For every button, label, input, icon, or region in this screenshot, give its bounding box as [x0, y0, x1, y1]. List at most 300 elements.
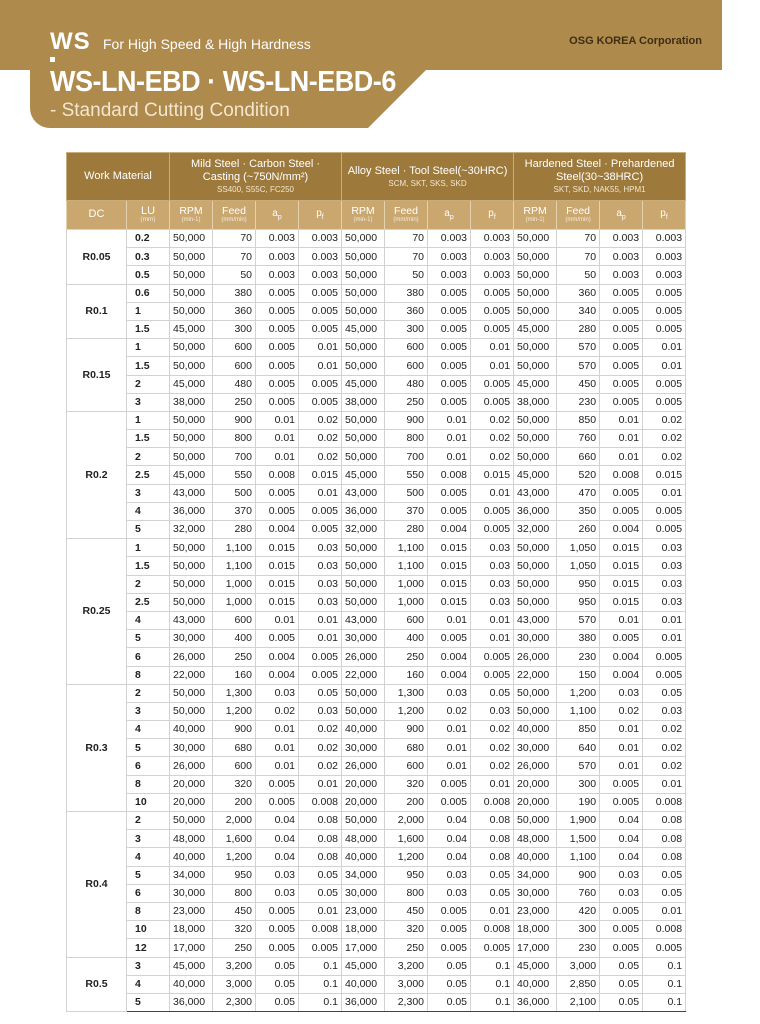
pf-subscript: f — [493, 213, 496, 221]
pf-cell: 0.005 — [643, 666, 686, 684]
rpm-cell: 50,000 — [342, 266, 385, 284]
pf-cell: 0.02 — [299, 448, 342, 466]
pf-cell: 0.02 — [471, 739, 514, 757]
feed-cell: 160 — [213, 666, 256, 684]
table-row — [67, 248, 686, 266]
table-row — [67, 611, 686, 629]
feed-cell: 570 — [557, 339, 600, 357]
pf-cell: 0.08 — [643, 848, 686, 866]
pf-cell: 0.03 — [643, 557, 686, 575]
ap-cell: 0.05 — [600, 975, 643, 993]
rpm-cell: 50,000 — [170, 357, 213, 375]
table-row — [67, 502, 686, 520]
feed-cell: 950 — [385, 866, 428, 884]
ap-cell: 0.004 — [600, 666, 643, 684]
feed-cell: 800 — [213, 884, 256, 902]
lu-cell: 5 — [127, 521, 170, 539]
feed-cell: 380 — [213, 284, 256, 302]
dc-cell: R0.05 — [67, 230, 127, 285]
rpm-cell: 50,000 — [342, 539, 385, 557]
ap-cell: 0.04 — [428, 812, 471, 830]
lu-cell: 0.2 — [127, 230, 170, 248]
pf-cell: 0.005 — [299, 302, 342, 320]
feed-cell: 250 — [385, 648, 428, 666]
rpm-cell: 32,000 — [342, 521, 385, 539]
pf-cell: 0.05 — [471, 866, 514, 884]
feed-cell: 370 — [385, 502, 428, 520]
feed-cell: 450 — [213, 902, 256, 920]
rpm-cell: 50,000 — [514, 339, 557, 357]
pf-cell: 0.003 — [643, 248, 686, 266]
ap-cell: 0.01 — [600, 448, 643, 466]
ap-cell: 0.015 — [256, 593, 299, 611]
feed-cell: 1,100 — [213, 557, 256, 575]
rpm-cell: 26,000 — [514, 648, 557, 666]
feed-cell: 280 — [385, 521, 428, 539]
feed-cell: 200 — [385, 793, 428, 811]
pf-cell: 0.008 — [643, 921, 686, 939]
pf-cell: 0.02 — [299, 721, 342, 739]
pf-cell: 0.01 — [471, 775, 514, 793]
ap-subscript: p — [449, 213, 454, 221]
feed-cell: 900 — [385, 721, 428, 739]
ap-cell: 0.005 — [428, 339, 471, 357]
pf-cell: 0.003 — [471, 248, 514, 266]
lu-cell: 1.5 — [127, 357, 170, 375]
pf-cell: 0.05 — [643, 884, 686, 902]
dc-column-header: DC — [67, 201, 127, 230]
lu-cell: 1 — [127, 302, 170, 320]
lu-cell: 1.5 — [127, 320, 170, 338]
pf-cell: 0.008 — [471, 793, 514, 811]
ap-cell: 0.03 — [428, 884, 471, 902]
ws-logo: WS — [50, 28, 91, 55]
ap-cell: 0.03 — [600, 684, 643, 702]
table-row — [67, 957, 686, 975]
pf-cell: 0.005 — [299, 320, 342, 338]
ap-cell: 0.05 — [256, 993, 299, 1011]
ap-cell: 0.05 — [428, 957, 471, 975]
rpm-cell: 40,000 — [170, 848, 213, 866]
ap-cell: 0.005 — [256, 320, 299, 338]
table-row — [67, 739, 686, 757]
ap-cell: 0.005 — [428, 302, 471, 320]
feed-column-header — [213, 201, 256, 230]
ap-cell: 0.01 — [428, 448, 471, 466]
ap-cell: 0.02 — [428, 702, 471, 720]
pf-cell: 0.05 — [299, 684, 342, 702]
rpm-cell: 43,000 — [342, 611, 385, 629]
feed-cell: 1,200 — [213, 702, 256, 720]
feed-cell: 190 — [557, 793, 600, 811]
rpm-cell: 50,000 — [170, 557, 213, 575]
material-group-header — [514, 153, 686, 201]
feed-cell: 500 — [385, 484, 428, 502]
feed-cell: 570 — [557, 757, 600, 775]
table-row — [67, 302, 686, 320]
rpm-cell: 36,000 — [170, 502, 213, 520]
table-row — [67, 575, 686, 593]
feed-cell: 320 — [385, 775, 428, 793]
ap-cell: 0.05 — [600, 957, 643, 975]
feed-cell: 250 — [213, 939, 256, 957]
material-group-header — [342, 153, 514, 201]
ap-cell: 0.008 — [600, 466, 643, 484]
pf-cell: 0.015 — [299, 466, 342, 484]
feed-cell: 1,000 — [385, 575, 428, 593]
table-row — [67, 284, 686, 302]
feed-cell: 340 — [557, 302, 600, 320]
rpm-cell: 45,000 — [342, 957, 385, 975]
feed-cell: 380 — [557, 630, 600, 648]
pf-cell: 0.005 — [471, 666, 514, 684]
pf-cell: 0.003 — [299, 266, 342, 284]
pf-cell: 0.02 — [643, 757, 686, 775]
pf-cell: 0.1 — [299, 993, 342, 1011]
rpm-cell: 50,000 — [342, 430, 385, 448]
rpm-cell: 32,000 — [514, 521, 557, 539]
pf-cell: 0.005 — [643, 939, 686, 957]
rpm-cell: 40,000 — [514, 721, 557, 739]
pf-cell: 0.003 — [299, 230, 342, 248]
feed-cell: 1,600 — [385, 830, 428, 848]
pf-cell: 0.02 — [643, 721, 686, 739]
ap-cell: 0.005 — [428, 320, 471, 338]
ap-cell: 0.005 — [600, 302, 643, 320]
table-row — [67, 902, 686, 920]
lu-cell: 3 — [127, 484, 170, 502]
rpm-cell: 34,000 — [170, 866, 213, 884]
feed-cell: 600 — [385, 339, 428, 357]
rpm-cell: 43,000 — [170, 611, 213, 629]
lu-cell: 1 — [127, 339, 170, 357]
pf-cell: 0.02 — [471, 411, 514, 429]
pf-cell: 0.01 — [643, 484, 686, 502]
rpm-cell: 34,000 — [514, 866, 557, 884]
pf-cell: 0.01 — [299, 357, 342, 375]
ap-cell: 0.015 — [428, 539, 471, 557]
lu-cell: 5 — [127, 630, 170, 648]
ap-cell: 0.015 — [600, 539, 643, 557]
rpm-cell: 40,000 — [514, 848, 557, 866]
lu-cell: 2 — [127, 448, 170, 466]
ap-cell: 0.005 — [428, 921, 471, 939]
pf-cell: 0.03 — [643, 539, 686, 557]
ap-label: a — [444, 207, 450, 219]
feed-cell: 1,100 — [557, 702, 600, 720]
logo-dot-icon — [50, 57, 55, 62]
lu-cell: 6 — [127, 884, 170, 902]
ap-column-header — [428, 201, 471, 230]
feed-cell: 600 — [385, 357, 428, 375]
ap-cell: 0.01 — [600, 430, 643, 448]
ap-cell: 0.01 — [600, 411, 643, 429]
pf-cell: 0.08 — [471, 830, 514, 848]
ap-cell: 0.05 — [256, 975, 299, 993]
table-row — [67, 230, 686, 248]
material-group-grades: SKT, SKD, NAK55, HPM1 — [553, 185, 646, 195]
ap-cell: 0.005 — [256, 284, 299, 302]
table-row — [67, 939, 686, 957]
feed-column-header — [557, 201, 600, 230]
ap-cell: 0.004 — [256, 521, 299, 539]
cutting-condition-table — [66, 152, 686, 1012]
rpm-cell: 20,000 — [170, 793, 213, 811]
feed-cell: 70 — [385, 248, 428, 266]
pf-subscript: f — [665, 213, 668, 221]
lu-cell: 0.3 — [127, 248, 170, 266]
ap-column-header — [256, 201, 299, 230]
feed-cell: 640 — [557, 739, 600, 757]
feed-cell: 570 — [557, 611, 600, 629]
rpm-cell: 40,000 — [170, 975, 213, 993]
feed-cell: 470 — [557, 484, 600, 502]
pf-cell: 0.05 — [471, 884, 514, 902]
table-row — [67, 993, 686, 1011]
ap-cell: 0.003 — [256, 266, 299, 284]
ap-cell: 0.005 — [428, 775, 471, 793]
rpm-cell: 48,000 — [514, 830, 557, 848]
rpm-cell: 50,000 — [514, 593, 557, 611]
rpm-cell: 45,000 — [170, 320, 213, 338]
ap-subscript: p — [621, 213, 626, 221]
rpm-label: RPM — [523, 205, 547, 218]
feed-cell: 480 — [213, 375, 256, 393]
lu-cell: 0.5 — [127, 266, 170, 284]
rpm-column-header — [514, 201, 557, 230]
table-row — [67, 539, 686, 557]
ap-cell: 0.01 — [256, 611, 299, 629]
ap-cell: 0.04 — [428, 830, 471, 848]
feed-cell: 800 — [385, 884, 428, 902]
rpm-cell: 45,000 — [514, 466, 557, 484]
rpm-cell: 17,000 — [342, 939, 385, 957]
lu-label: LU — [140, 204, 156, 217]
feed-cell: 360 — [213, 302, 256, 320]
table-row — [67, 684, 686, 702]
feed-cell: 1,000 — [385, 593, 428, 611]
table-row — [67, 793, 686, 811]
pf-cell: 0.005 — [643, 393, 686, 411]
ap-cell: 0.01 — [428, 411, 471, 429]
rpm-cell: 18,000 — [342, 921, 385, 939]
pf-cell: 0.005 — [643, 502, 686, 520]
pf-cell: 0.01 — [471, 630, 514, 648]
ap-cell: 0.005 — [428, 284, 471, 302]
rpm-cell: 30,000 — [170, 739, 213, 757]
ap-cell: 0.003 — [256, 230, 299, 248]
feed-cell: 1,100 — [385, 557, 428, 575]
material-group-grades: SCM, SKT, SKS, SKD — [388, 178, 467, 188]
pf-cell: 0.005 — [643, 302, 686, 320]
feed-cell: 1,300 — [213, 684, 256, 702]
rpm-cell: 38,000 — [170, 393, 213, 411]
table-row — [67, 411, 686, 429]
feed-cell: 550 — [385, 466, 428, 484]
ap-cell: 0.004 — [256, 648, 299, 666]
ap-cell: 0.015 — [256, 557, 299, 575]
pf-cell: 0.1 — [643, 975, 686, 993]
pf-cell: 0.02 — [299, 430, 342, 448]
table-row — [67, 702, 686, 720]
pf-cell: 0.1 — [299, 975, 342, 993]
rpm-cell: 36,000 — [170, 993, 213, 1011]
feed-cell: 300 — [557, 921, 600, 939]
table-row — [67, 812, 686, 830]
table-row — [67, 775, 686, 793]
ap-label: a — [272, 207, 278, 219]
ap-cell: 0.005 — [256, 302, 299, 320]
rpm-cell: 50,000 — [170, 684, 213, 702]
feed-cell: 800 — [385, 430, 428, 448]
table-row — [67, 393, 686, 411]
rpm-cell: 50,000 — [170, 448, 213, 466]
table-row — [67, 466, 686, 484]
dc-cell: R0.1 — [67, 284, 127, 339]
ap-cell: 0.04 — [256, 812, 299, 830]
table-row — [67, 357, 686, 375]
rpm-cell: 50,000 — [342, 448, 385, 466]
ap-cell: 0.03 — [600, 884, 643, 902]
ap-cell: 0.005 — [600, 939, 643, 957]
ap-cell: 0.01 — [256, 721, 299, 739]
rpm-cell: 50,000 — [170, 539, 213, 557]
ap-cell: 0.015 — [600, 557, 643, 575]
ap-cell: 0.005 — [428, 393, 471, 411]
ap-cell: 0.01 — [256, 757, 299, 775]
rpm-cell: 26,000 — [170, 757, 213, 775]
ap-cell: 0.01 — [428, 611, 471, 629]
pf-cell: 0.01 — [299, 902, 342, 920]
feed-cell: 70 — [557, 248, 600, 266]
feed-cell: 900 — [213, 411, 256, 429]
rpm-cell: 45,000 — [514, 375, 557, 393]
pf-cell: 0.005 — [299, 521, 342, 539]
rpm-cell: 22,000 — [170, 666, 213, 684]
feed-cell: 1,100 — [385, 539, 428, 557]
pf-cell: 0.003 — [643, 230, 686, 248]
pf-column-header — [299, 201, 342, 230]
lu-cell: 4 — [127, 611, 170, 629]
rpm-cell: 48,000 — [170, 830, 213, 848]
rpm-cell: 45,000 — [514, 320, 557, 338]
feed-cell: 260 — [557, 521, 600, 539]
material-group-title: Mild Steel · Carbon Steel · Casting (~750N/mm²) — [191, 158, 320, 184]
rpm-cell: 36,000 — [342, 502, 385, 520]
feed-cell: 950 — [557, 575, 600, 593]
feed-cell: 160 — [385, 666, 428, 684]
ap-cell: 0.005 — [428, 375, 471, 393]
pf-cell: 0.08 — [643, 812, 686, 830]
table-row — [67, 448, 686, 466]
rpm-cell: 36,000 — [342, 993, 385, 1011]
ap-cell: 0.005 — [256, 775, 299, 793]
ap-cell: 0.005 — [600, 357, 643, 375]
pf-cell: 0.02 — [471, 448, 514, 466]
pf-subscript: f — [321, 213, 324, 221]
ap-cell: 0.003 — [600, 230, 643, 248]
ap-cell: 0.03 — [256, 884, 299, 902]
dc-cell: R0.25 — [67, 539, 127, 685]
feed-cell: 320 — [213, 775, 256, 793]
rpm-cell: 45,000 — [514, 957, 557, 975]
dc-cell: R0.2 — [67, 411, 127, 538]
feed-cell: 250 — [213, 648, 256, 666]
pf-cell: 0.003 — [471, 230, 514, 248]
feed-cell: 50 — [385, 266, 428, 284]
ap-cell: 0.05 — [428, 975, 471, 993]
ap-cell: 0.02 — [600, 702, 643, 720]
pf-cell: 0.005 — [299, 939, 342, 957]
ap-cell: 0.04 — [600, 830, 643, 848]
ap-cell: 0.04 — [256, 830, 299, 848]
pf-cell: 0.015 — [471, 466, 514, 484]
ap-cell: 0.004 — [428, 521, 471, 539]
lu-cell: 3 — [127, 957, 170, 975]
ap-cell: 0.005 — [256, 902, 299, 920]
feed-cell: 3,000 — [557, 957, 600, 975]
pf-cell: 0.03 — [471, 702, 514, 720]
lu-cell: 3 — [127, 702, 170, 720]
rpm-cell: 50,000 — [170, 430, 213, 448]
table-row — [67, 921, 686, 939]
lu-cell: 1.5 — [127, 557, 170, 575]
feed-cell: 2,000 — [213, 812, 256, 830]
material-group-header — [170, 153, 342, 201]
feed-cell: 660 — [557, 448, 600, 466]
material-group-grades: SS400, S55C, FC250 — [217, 185, 294, 195]
ap-cell: 0.01 — [600, 739, 643, 757]
ap-cell: 0.005 — [600, 793, 643, 811]
rpm-cell: 23,000 — [170, 902, 213, 920]
rpm-cell: 45,000 — [170, 375, 213, 393]
rpm-cell: 34,000 — [342, 866, 385, 884]
rpm-cell: 50,000 — [170, 230, 213, 248]
rpm-cell: 30,000 — [514, 884, 557, 902]
rpm-cell: 50,000 — [342, 575, 385, 593]
pf-cell: 0.08 — [299, 830, 342, 848]
table-row — [67, 593, 686, 611]
rpm-cell: 45,000 — [170, 957, 213, 975]
ap-cell: 0.005 — [256, 393, 299, 411]
rpm-cell: 50,000 — [514, 248, 557, 266]
feed-cell: 2,300 — [213, 993, 256, 1011]
rpm-cell: 45,000 — [170, 466, 213, 484]
lu-cell: 2.5 — [127, 466, 170, 484]
lu-column-header — [127, 201, 170, 230]
feed-cell: 760 — [557, 430, 600, 448]
rpm-cell: 50,000 — [514, 411, 557, 429]
feed-cell: 230 — [557, 393, 600, 411]
pf-cell: 0.01 — [299, 611, 342, 629]
header-subtitle: For High Speed & High Hardness — [103, 36, 311, 52]
ap-cell: 0.04 — [600, 812, 643, 830]
rpm-cell: 50,000 — [170, 411, 213, 429]
feed-cell: 1,050 — [557, 539, 600, 557]
rpm-cell: 50,000 — [170, 702, 213, 720]
ap-cell: 0.005 — [600, 393, 643, 411]
lu-cell: 1.5 — [127, 430, 170, 448]
feed-cell: 900 — [385, 411, 428, 429]
rpm-unit: (min-1) — [525, 217, 545, 224]
ap-cell: 0.01 — [256, 430, 299, 448]
feed-unit: (mm/min) — [221, 217, 247, 224]
pf-cell: 0.05 — [643, 684, 686, 702]
rpm-cell: 50,000 — [514, 702, 557, 720]
ap-cell: 0.015 — [256, 575, 299, 593]
rpm-cell: 20,000 — [514, 775, 557, 793]
ap-cell: 0.03 — [256, 866, 299, 884]
